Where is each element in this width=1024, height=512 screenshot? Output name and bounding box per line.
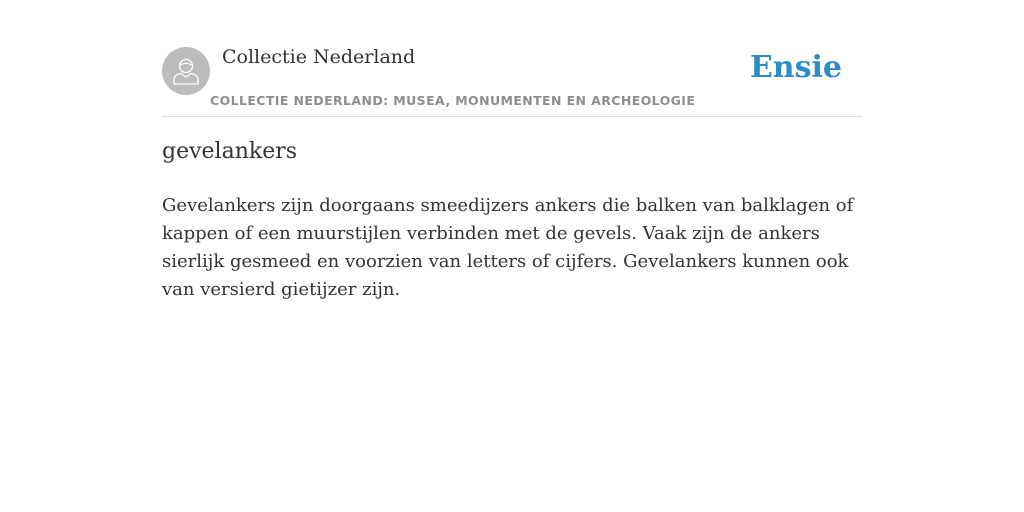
entry-header xyxy=(162,40,862,117)
entry-title: gevelankers xyxy=(162,139,298,164)
author-name-link[interactable]: Collectie Nederland xyxy=(222,46,416,68)
entry-body: Gevelankers zijn doorgaans smeedijzers ankers die balken van balklagen of kappen of een muurstijlen verbinden met de gevels. Vaak zijn de ankers sierlijk gesmeed en voorzien van letters of cijfers. Gevelankers kunnen ook van versierd gietijzer zijn. xyxy=(162,195,854,300)
author-avatar[interactable] xyxy=(162,47,210,95)
source-subtitle: COLLECTIE NEDERLAND: MUSEA, MONUMENTEN EN ARCHEOLOGIE xyxy=(210,93,696,108)
brand-logo[interactable]: Ensie xyxy=(749,50,842,85)
user-placeholder-icon xyxy=(171,56,201,86)
